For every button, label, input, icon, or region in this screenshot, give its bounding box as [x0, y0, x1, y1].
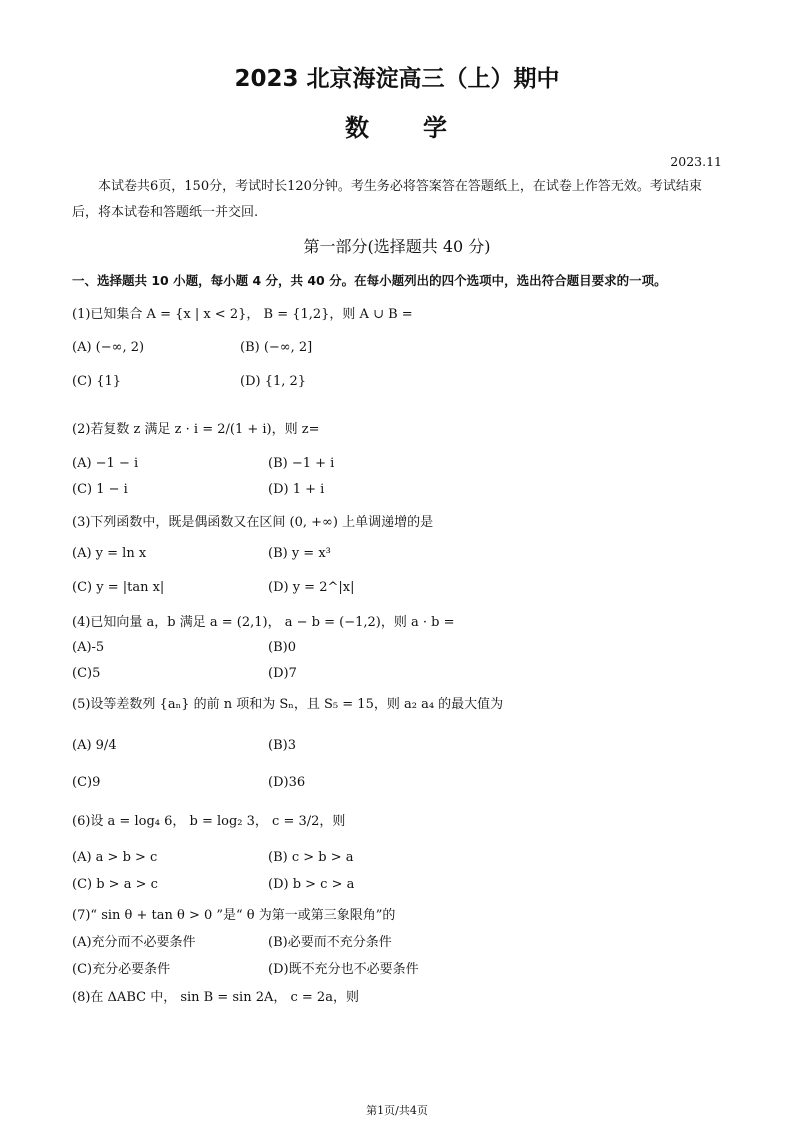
question-7-option-d: (D)既不充分也不必要条件 [268, 962, 419, 977]
question-1-option-c: (C) {1} [72, 374, 122, 389]
question-5-option-a: (A) 9/4 [72, 738, 117, 753]
question-2-option-c: (C) 1 − i [72, 482, 128, 497]
question-7-option-b: (B)必要而不充分条件 [268, 935, 392, 950]
question-3-option-a: (A) y = ln x [72, 546, 147, 561]
question-1-option-a: (A) (−∞, 2) [72, 340, 145, 355]
question-4-option-a: (A)-5 [72, 640, 105, 655]
question-4-option-c: (C)5 [72, 666, 101, 681]
question-4-stem: (4)已知向量 a，b 满足 a = (2,1)， a − b = (−1,2)，则 a · b = [72, 615, 455, 630]
question-3-option-c: (C) y = |tan x| [72, 580, 165, 595]
question-5-option-c: (C)9 [72, 775, 101, 790]
question-3-option-b: (B) y = x³ [268, 546, 331, 561]
section-title: 一、选择题共 10 小题，每小题 4 分，共 40 分。在每小题列出的四个选项中，选出符合题目要求的一项。 [72, 273, 667, 288]
question-6-stem: (6)设 a = log₄ 6， b = log₂ 3， c = 3/2，则 [72, 814, 346, 829]
question-4-option-b: (B)0 [268, 640, 296, 655]
question-4-option-d: (D)7 [268, 666, 297, 681]
question-7-option-a: (A)充分而不必要条件 [72, 935, 196, 950]
question-2-option-d: (D) 1 + i [268, 482, 325, 497]
question-6-option-d: (D) b > c > a [268, 877, 355, 892]
question-8-stem: (8)在 ΔABC 中， sin B = sin 2A， c = 2a，则 [72, 990, 359, 1005]
question-6-option-c: (C) b > a > c [72, 877, 158, 892]
page-footer: 第1页/共4页 [366, 1104, 428, 1117]
question-5-stem: (5)设等差数列 {aₙ} 的前 n 项和为 Sₙ，且 S₅ = 15，则 a₂ a₄ 的最大值为 [72, 697, 504, 712]
part-title: 第一部分(选择题共 40 分) [303, 237, 491, 256]
question-5-option-b: (B)3 [268, 738, 296, 753]
question-1-stem: (1)已知集合 A = {x | x < 2}， B = {1,2}，则 A ∪ B = [72, 307, 413, 322]
question-7-option-c: (C)充分必要条件 [72, 962, 171, 977]
question-1-option-b: (B) (−∞, 2] [240, 340, 313, 355]
question-3-stem: (3)下列函数中，既是偶函数又在区间 (0, +∞) 上单调递增的是 [72, 515, 434, 530]
question-7-stem: (7)“ sin θ + tan θ > 0 ”是“ θ 为第一或第三象限角”的 [72, 908, 396, 923]
question-6-option-a: (A) a > b > c [72, 850, 158, 865]
question-2-option-a: (A) −1 − i [72, 456, 139, 471]
question-2-stem: (2)若复数 z 满足 z · i = 2/(1 + i)，则 z= [72, 422, 320, 437]
subject-title: 数 学 [345, 114, 449, 142]
exam-title: 2023 北京海淀高三（上）期中 [234, 66, 560, 92]
exam-instructions: 本试卷共6页，150分，考试时长120分钟。考生务必将答案答在答题纸上，在试卷上作答无效。考试结束后，将本试卷和答题纸一并交回. [72, 179, 702, 220]
exam-date: 2023.11 [670, 154, 722, 169]
question-3-option-d: (D) y = 2^|x| [268, 580, 355, 595]
question-1-option-d: (D) {1, 2} [240, 374, 307, 389]
question-6-option-b: (B) c > b > a [268, 850, 354, 865]
question-2-option-b: (B) −1 + i [268, 456, 335, 471]
question-5-option-d: (D)36 [268, 775, 306, 790]
